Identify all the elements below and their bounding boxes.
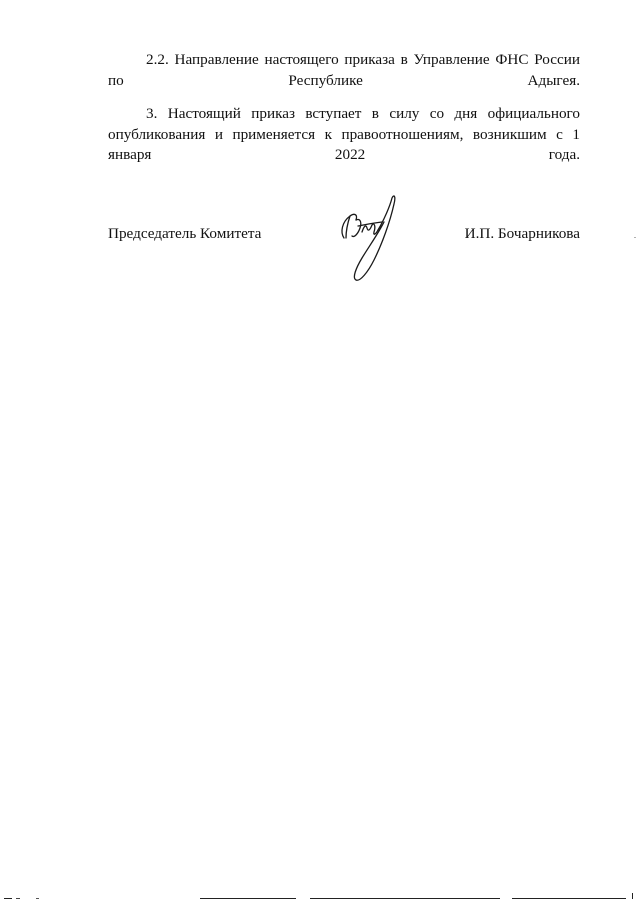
paragraph-line: Республике Адыгея. <box>288 71 580 89</box>
handwritten-signature <box>334 192 404 284</box>
scan-line-bottom-1 <box>200 898 296 899</box>
position-title: Председатель Комитета <box>108 225 262 242</box>
paragraph-line: 2.2. Направление настоящего приказа в Управление ФНС России по <box>108 51 580 89</box>
scan-line-bottom-left-1 <box>4 898 12 899</box>
scan-line-bottom-left-2 <box>16 898 20 899</box>
paragraph-3 <box>108 104 580 186</box>
scan-tick-bottom-right <box>632 893 633 899</box>
paragraph-line: опубликования и применяется к правоотношениям, возникшим с 1 января <box>108 125 580 163</box>
scan-line-bottom-2 <box>310 898 500 899</box>
paragraph-2-2 <box>108 50 580 112</box>
scan-mark-right-edge <box>634 237 636 238</box>
paragraph-line: 2022 года. <box>334 146 580 163</box>
scan-line-bottom-3 <box>512 898 626 899</box>
scan-line-bottom-left-3 <box>36 898 39 899</box>
paragraph-line: 3. Настоящий приказ вступает в силу со дня официального <box>146 105 580 122</box>
signatory-name: И.П. Бочарникова <box>464 225 580 242</box>
